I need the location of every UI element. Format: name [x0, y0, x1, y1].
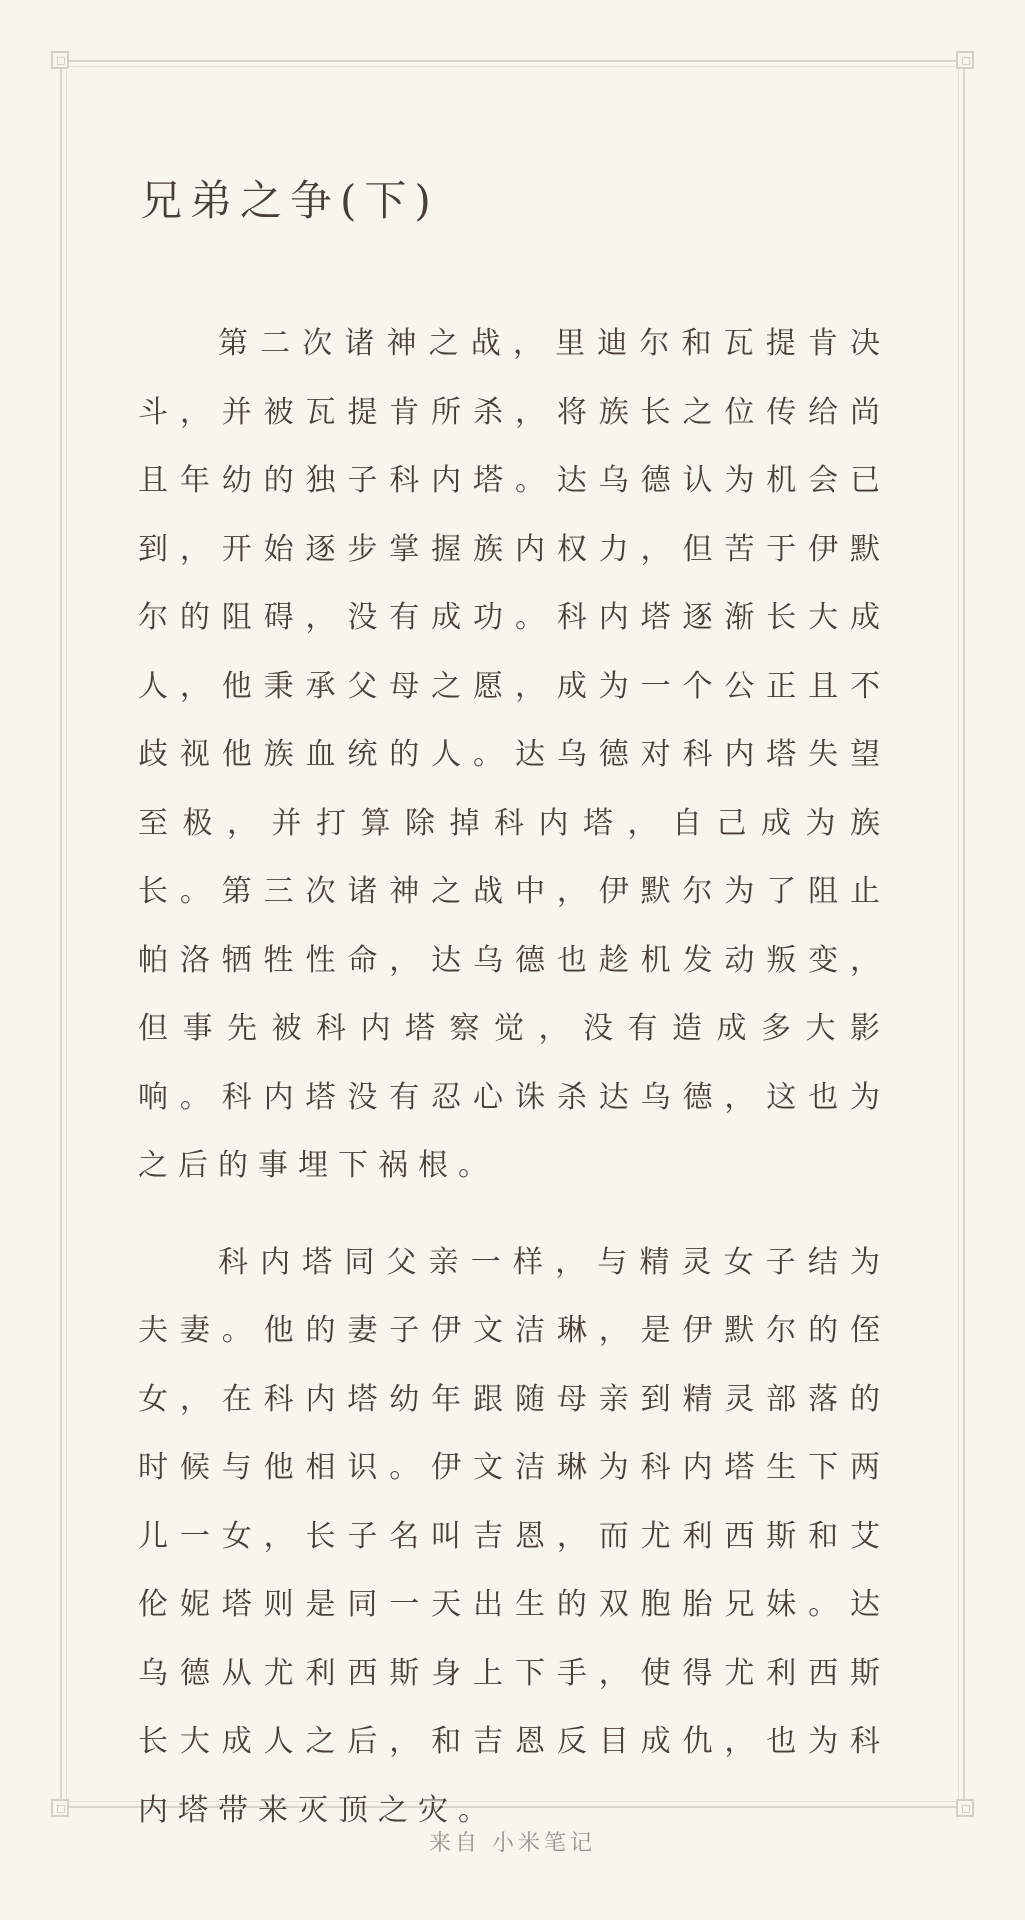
- corner-ornament-bottom-right: [956, 1799, 974, 1817]
- corner-ornament-top-left: [51, 51, 69, 69]
- paragraph-2: 科内塔同父亲一样，与精灵女子结为夫妻。他的妻子伊文洁琳，是伊默尔的侄女，在科内塔幼年跟随母亲到精灵部落的时候与他相识。伊文洁琳为科内塔生下两儿一女，长子名叫吉恩，而尤利西斯和艾伦妮塔则是同一天出生的双胞胎兄妹。达乌德从尤利西斯身上下手，使得尤利西斯长大成人之后，和吉恩反目成仇，也为科内塔带来灭顶之灾。: [138, 1244, 890, 1828]
- footer-source-label: 来自 小米笔记: [429, 1831, 596, 1856]
- corner-ornament-top-right: [956, 51, 974, 69]
- note-title: 兄弟之争(下): [140, 176, 439, 225]
- note-body[interactable]: [138, 310, 890, 1873]
- corner-ornament-bottom-left: [51, 1799, 69, 1817]
- paragraph-1: 第二次诸神之战，里迪尔和瓦提肯决斗，并被瓦提肯所杀，将族长之位传给尚且年幼的独子科内塔。达乌德认为机会已到，开始逐步掌握族内权力，但苦于伊默尔的阻碍，没有成功。科内塔逐渐长大成人，他秉承父母之愿，成为一个公正且不歧视他族血统的人。达乌德对科内塔失望至极，并打算除掉科内塔，自己成为族长。第三次诸神之战中，伊默尔为了阻止帕洛牺牲性命，达乌德也趁机发动叛变，但事先被科内塔察觉，没有造成多大影响。科内塔没有忍心诛杀达乌德，这也为之后的事埋下祸根。: [138, 326, 890, 1183]
